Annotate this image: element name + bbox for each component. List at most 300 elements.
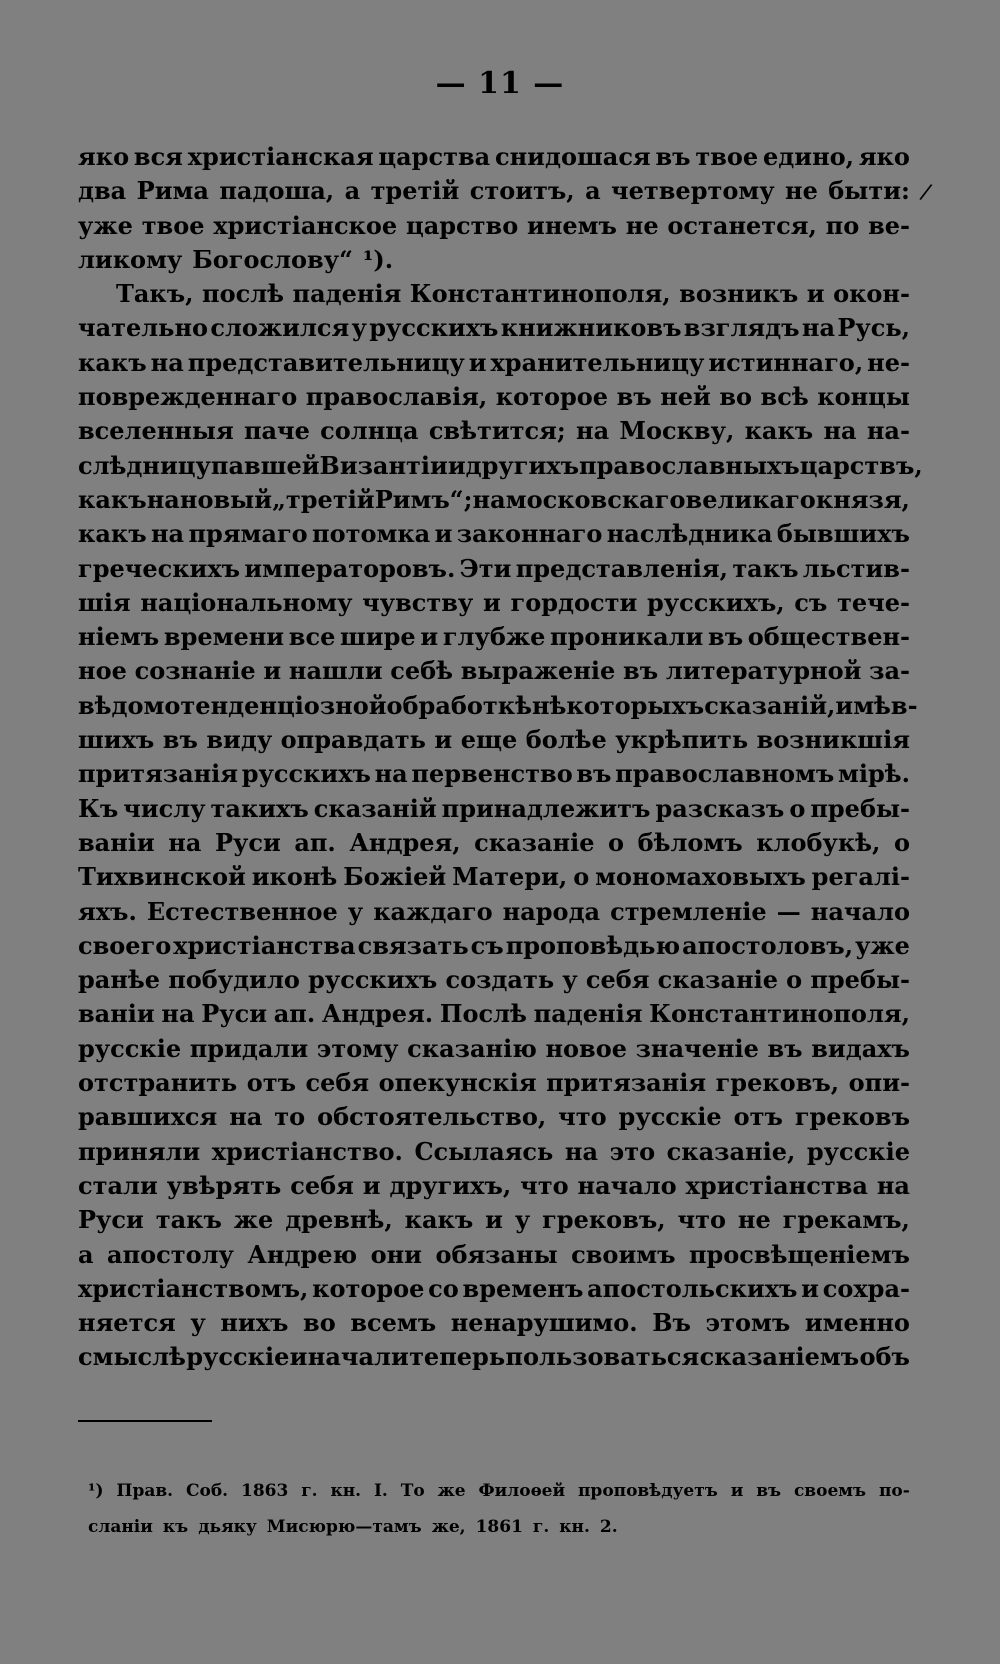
text-line — [78, 929, 910, 963]
text-word: которое — [495, 382, 609, 412]
text-word: ¹). — [362, 244, 394, 274]
text-word: иконѣ — [251, 862, 338, 892]
footnote-word: ¹) — [88, 1481, 104, 1501]
text-word: что — [677, 1205, 726, 1235]
text-word: себѣ — [390, 656, 454, 686]
text-word: новое — [545, 1033, 627, 1063]
text-word: въ — [708, 622, 744, 652]
text-word: нашли — [288, 656, 383, 686]
text-word: равшихся — [78, 1102, 218, 1132]
text-line — [78, 895, 910, 929]
text-word: и — [801, 1273, 819, 1303]
text-word: отстранить — [78, 1068, 238, 1098]
text-word: падоша, — [219, 176, 335, 206]
text-line — [78, 1238, 910, 1272]
text-word: „третій — [272, 484, 375, 514]
text-word: представленія, — [515, 553, 728, 583]
text-word: какъ — [78, 484, 147, 514]
text-word: въ — [767, 1033, 803, 1063]
text-word: сложился — [210, 313, 350, 343]
text-word: ней — [660, 382, 711, 412]
text-word: не — [785, 176, 818, 206]
footnote-word: Мисюрю—тамъ — [266, 1517, 422, 1537]
text-word: твое — [141, 210, 205, 240]
text-word: ве- — [868, 210, 910, 240]
text-word: притязанія — [78, 759, 239, 789]
text-word: себя — [290, 1170, 354, 1200]
text-word: книжниковъ — [500, 313, 682, 343]
text-word: принадлежитъ — [441, 793, 651, 823]
footnote-word: 2. — [599, 1517, 618, 1537]
text-word: на- — [866, 416, 910, 446]
text-word: во — [303, 1308, 336, 1338]
text-word: въ — [616, 382, 652, 412]
text-word: у — [514, 1205, 531, 1235]
text-word: тече- — [837, 587, 910, 617]
text-word: русскіе — [78, 1033, 182, 1063]
text-word: потомка — [312, 519, 431, 549]
text-word: и — [434, 725, 453, 755]
text-word: проповѣдью — [505, 930, 681, 960]
text-word: въ — [623, 656, 659, 686]
text-word: отъ — [733, 1102, 783, 1132]
text-word: начало — [810, 896, 910, 926]
text-word: уже — [78, 210, 133, 240]
footnote-word: I. — [373, 1481, 388, 1501]
text-word: Москву, — [619, 416, 735, 446]
text-line — [78, 483, 910, 517]
text-word: и — [289, 1342, 308, 1372]
text-word: на — [472, 484, 506, 514]
margin-mark: / — [917, 179, 934, 206]
text-word: Римъ“; — [374, 484, 473, 514]
text-word: и — [263, 656, 282, 686]
text-word: нѣкоторыхъ — [531, 690, 705, 720]
text-word: пребы- — [810, 793, 910, 823]
text-word: каждаго — [373, 896, 493, 926]
text-word: проникали — [550, 622, 704, 652]
text-word: о — [789, 793, 806, 823]
text-word: на — [876, 1170, 910, 1200]
text-line — [78, 1100, 910, 1134]
text-word: павшей — [210, 450, 320, 480]
text-word: же — [233, 1205, 274, 1235]
text-word: ненарушимо. — [450, 1308, 638, 1338]
body-text — [78, 140, 923, 1375]
text-word: не- — [867, 347, 910, 377]
text-word: Рима — [136, 176, 209, 206]
text-word: твое — [695, 142, 759, 171]
text-word: со — [428, 1273, 459, 1303]
text-line — [78, 449, 923, 483]
text-word: чательно — [78, 313, 209, 343]
text-line — [78, 723, 910, 757]
text-word: великаго — [685, 484, 816, 514]
text-word: христіанское — [213, 210, 398, 240]
footnote-word: проповѣдуетъ — [577, 1481, 718, 1501]
text-word: ап. — [294, 827, 336, 857]
text-word: паденія — [292, 279, 402, 309]
text-word: у — [190, 1308, 206, 1338]
text-word: что — [520, 1170, 569, 1200]
footnote-word: 1863 — [241, 1481, 289, 1501]
text-word: ніемъ — [78, 622, 160, 652]
text-word: царствъ, — [799, 450, 923, 480]
text-word: связать — [357, 930, 469, 960]
footnote-line — [88, 1512, 910, 1542]
text-word: не — [737, 1205, 771, 1235]
text-word: третій — [370, 176, 460, 206]
text-word: православномъ — [615, 759, 835, 789]
text-word: этомъ — [705, 1308, 791, 1338]
text-word: Тихвинской — [78, 862, 246, 892]
text-word: сказаніе, — [666, 1136, 796, 1166]
text-word: солнца — [320, 416, 419, 446]
text-word: вѣдомо — [78, 690, 181, 720]
text-word: древнѣ, — [285, 1205, 393, 1235]
text-word: стремленіе — [610, 896, 767, 926]
text-word: а — [585, 176, 601, 206]
text-word: на — [564, 1136, 599, 1166]
text-line — [78, 209, 910, 243]
text-line — [78, 243, 910, 277]
text-word: теперь — [409, 1342, 506, 1372]
text-word: Къ — [78, 793, 119, 823]
text-word: чувству — [362, 587, 474, 617]
text-word: сказанію — [407, 1033, 537, 1063]
text-word: законнаго — [456, 519, 603, 549]
text-word: и — [447, 450, 466, 480]
text-word: сказаній, — [704, 690, 836, 720]
text-line — [78, 826, 910, 860]
text-line — [78, 860, 910, 894]
text-line — [78, 311, 910, 345]
text-word: быти: — [828, 176, 910, 206]
text-word: другихъ, — [389, 1170, 512, 1200]
text-word: Андрея. — [321, 999, 434, 1029]
text-word: христіанства — [685, 1170, 868, 1200]
text-word: ранѣе — [78, 965, 161, 995]
text-word: грековъ, — [542, 1205, 666, 1235]
text-word: что — [558, 1102, 607, 1132]
text-word: въ — [576, 759, 612, 789]
text-word: это — [609, 1136, 656, 1166]
text-word: ап. — [273, 999, 316, 1029]
text-word: Богослову“ — [192, 244, 353, 274]
text-word: прямаго — [188, 519, 308, 549]
text-word: шихъ — [78, 725, 155, 755]
text-word: отъ — [246, 1068, 297, 1098]
text-word: Андрею — [247, 1239, 358, 1269]
text-word: именно — [804, 1308, 910, 1338]
text-word: православія, — [305, 382, 488, 412]
text-word: такъ — [155, 1205, 222, 1235]
text-word: времени — [163, 622, 285, 652]
text-word: и — [420, 622, 439, 652]
footnote-word: же — [437, 1481, 466, 1501]
text-word: обязаны — [435, 1239, 558, 1269]
text-line — [78, 1032, 910, 1066]
text-line — [78, 552, 910, 586]
text-word: литературной — [665, 656, 862, 686]
text-line — [78, 1340, 910, 1374]
text-word: ваніи — [78, 999, 155, 1029]
text-word: — — [776, 896, 801, 926]
text-word: Руси — [201, 999, 268, 1029]
text-word: и — [485, 1205, 503, 1235]
text-word: поврежденнаго — [78, 382, 298, 412]
footnote-word: Соб. — [185, 1481, 229, 1501]
text-word: инемъ — [527, 210, 617, 240]
footnote-word: г. — [301, 1481, 318, 1501]
text-word: обществен- — [747, 622, 910, 652]
text-word: еще — [460, 725, 518, 755]
text-line — [78, 963, 910, 997]
text-word: имѣв- — [835, 690, 918, 720]
text-word: о — [893, 827, 910, 857]
text-word: православныхъ — [579, 450, 800, 480]
text-word: Русь, — [837, 313, 910, 343]
text-word: приняли — [78, 1136, 201, 1166]
text-word: царства — [378, 142, 491, 171]
text-line — [78, 1135, 910, 1169]
text-word: какъ — [78, 347, 147, 377]
text-word: клобукѣ, — [756, 827, 881, 857]
footnote-word: къ — [162, 1517, 189, 1537]
text-word: всемъ — [350, 1308, 437, 1338]
text-word: грековъ — [794, 1102, 910, 1132]
text-line — [78, 174, 910, 208]
text-word: увѣрять — [166, 1170, 282, 1200]
text-word: за- — [869, 656, 910, 686]
text-word: Послѣ — [439, 999, 527, 1029]
text-word: значеніе — [635, 1033, 759, 1063]
text-word: начали — [307, 1342, 409, 1372]
text-word: себя — [305, 1068, 370, 1098]
text-line — [78, 140, 910, 174]
text-word: снидошася — [494, 142, 651, 171]
text-word: новый — [179, 484, 273, 514]
text-word: они — [370, 1239, 422, 1269]
text-word: все — [288, 622, 336, 652]
text-word: русскихъ — [369, 313, 499, 343]
text-word: окон- — [833, 279, 910, 309]
text-word: останется, — [667, 210, 817, 240]
text-word: сказаніе — [474, 827, 595, 857]
text-word: русскіе — [186, 1342, 290, 1372]
text-line — [78, 620, 910, 654]
text-word: русскіе — [618, 1102, 722, 1132]
text-word: мірѣ. — [838, 759, 910, 789]
footnote-word: по- — [878, 1481, 910, 1501]
text-line — [78, 380, 910, 414]
text-word: оправдать — [280, 725, 426, 755]
text-word: Константинополя, — [409, 279, 671, 309]
footnote-word: 1861 — [475, 1517, 523, 1537]
text-word: яко — [78, 142, 130, 171]
text-word: Андрея, — [349, 827, 461, 857]
footnote-word: г. — [532, 1517, 550, 1537]
text-word: христіанство. — [211, 1136, 403, 1166]
text-word: наслѣдника — [606, 519, 773, 549]
text-word: христіанствомъ, — [78, 1273, 309, 1303]
text-word: на — [801, 313, 835, 343]
text-word: о — [608, 827, 625, 857]
text-word: то — [274, 1102, 306, 1132]
text-word: побудило — [168, 965, 300, 995]
text-word: какъ — [78, 519, 147, 549]
text-word: пребы- — [810, 965, 910, 995]
text-word: няется — [78, 1308, 176, 1338]
text-word: грекамъ, — [782, 1205, 910, 1235]
footnote-word: своемъ — [793, 1481, 867, 1501]
text-word: вселенныя — [78, 416, 234, 446]
text-word: у — [562, 965, 578, 995]
text-word: возникшія — [756, 725, 910, 755]
text-word: шире — [340, 622, 416, 652]
text-word: разсказъ — [655, 793, 785, 823]
text-word: на — [150, 347, 184, 377]
text-word: укрѣпить — [615, 725, 749, 755]
text-word: вся — [133, 142, 183, 171]
text-word: московскаго — [505, 484, 686, 514]
text-word: апостолу — [107, 1239, 234, 1269]
text-word: гордости — [510, 587, 638, 617]
footnote-word: же, — [431, 1517, 466, 1537]
text-word: мономаховыхъ — [595, 862, 806, 892]
text-word: виду — [206, 725, 273, 755]
text-word: сказаніе — [657, 965, 778, 995]
text-line — [78, 792, 910, 826]
text-word: регалі- — [811, 862, 910, 892]
text-word: Божіей — [343, 862, 447, 892]
text-word: греческихъ — [78, 553, 241, 583]
text-word: съ — [470, 930, 504, 960]
text-word: стоитъ, — [469, 176, 575, 206]
text-word: такъ — [732, 553, 799, 583]
text-line — [78, 997, 910, 1031]
text-word: придали — [189, 1033, 309, 1063]
text-word: у — [351, 313, 367, 343]
text-word: ное — [78, 656, 127, 686]
text-line — [78, 1203, 910, 1237]
text-word: опекунскія — [378, 1068, 537, 1098]
text-line — [78, 689, 918, 723]
text-word: глубже — [442, 622, 546, 652]
text-word: сознаніе — [134, 656, 256, 686]
text-word: обстоятельство, — [317, 1102, 547, 1132]
text-word: въ — [162, 725, 198, 755]
text-word: числу — [123, 793, 206, 823]
text-word: Эти — [459, 553, 512, 583]
text-word: создать — [445, 965, 555, 995]
text-word: на — [374, 759, 408, 789]
text-word: на — [146, 484, 180, 514]
footnote-word: въ — [756, 1481, 782, 1501]
text-word: всѣ — [760, 382, 809, 412]
text-word: Руси — [214, 827, 281, 857]
text-word: а — [78, 1239, 94, 1269]
text-word: не — [625, 210, 659, 240]
text-word: тенденціозной — [180, 690, 387, 720]
text-word: царство — [405, 210, 519, 240]
text-word: христіанская — [187, 142, 374, 171]
text-word: объ — [859, 1342, 910, 1372]
text-word: притязанія — [546, 1068, 707, 1098]
footnote-word: Прав. — [116, 1481, 174, 1501]
text-word: и — [482, 587, 501, 617]
text-word: на — [161, 999, 195, 1029]
text-word: князя, — [815, 484, 910, 514]
page-number: — 11 — — [435, 66, 565, 101]
text-word: своимъ — [571, 1239, 676, 1269]
footnote-word: дьяку — [198, 1517, 257, 1537]
text-line — [78, 586, 910, 620]
text-word: смыслѣ — [78, 1342, 186, 1372]
text-line — [78, 1306, 910, 1340]
text-word: русскіе — [806, 1136, 910, 1166]
text-word: едино, — [763, 142, 855, 171]
text-word: о — [786, 965, 803, 995]
text-word: своего — [78, 930, 172, 960]
text-word: представительницу — [187, 347, 465, 377]
text-word: опи- — [848, 1068, 910, 1098]
text-word: которое — [312, 1273, 425, 1303]
text-word: на — [168, 827, 202, 857]
text-line — [78, 414, 910, 448]
text-word: временъ — [462, 1273, 584, 1303]
text-word: у — [347, 896, 364, 926]
text-word: такихъ — [210, 793, 309, 823]
text-word: этому — [316, 1033, 399, 1063]
text-word: Византіи — [319, 450, 448, 480]
text-word: христіанства — [173, 930, 356, 960]
text-word: и — [806, 279, 825, 309]
text-word: хранительницу — [490, 347, 705, 377]
footnote-word: Филоѳей — [478, 1481, 566, 1501]
text-word: сказаній — [313, 793, 437, 823]
text-line — [78, 517, 910, 551]
text-word: Константинополя, — [649, 999, 910, 1029]
text-word: русскихъ — [308, 965, 438, 995]
text-word: себя — [585, 965, 650, 995]
text-word: національному — [140, 587, 353, 617]
text-word: видахъ — [811, 1033, 910, 1063]
text-line — [78, 277, 910, 311]
footnote-word: кн. — [559, 1517, 590, 1537]
text-word: Въ — [652, 1308, 691, 1338]
footnote-word: То — [400, 1481, 425, 1501]
text-word: о — [573, 862, 590, 892]
text-line — [78, 346, 910, 380]
text-line — [78, 654, 910, 688]
text-word: два — [78, 176, 127, 206]
text-line — [78, 1066, 910, 1100]
text-word: во — [719, 382, 753, 412]
text-word: по — [825, 210, 860, 240]
text-word: сказаніемъ — [699, 1342, 860, 1372]
text-word: слѣдницу — [78, 450, 211, 480]
text-word: пользоваться — [505, 1342, 700, 1372]
text-word: Матери, — [452, 862, 568, 892]
text-line — [78, 757, 910, 791]
text-word: бѣломъ — [637, 827, 743, 857]
text-word: апостоловъ, — [682, 930, 854, 960]
text-word: концы — [817, 382, 910, 412]
footnote-rule — [78, 1420, 212, 1422]
text-word: сохра- — [822, 1273, 910, 1303]
text-word: обработкѣ — [386, 690, 532, 720]
